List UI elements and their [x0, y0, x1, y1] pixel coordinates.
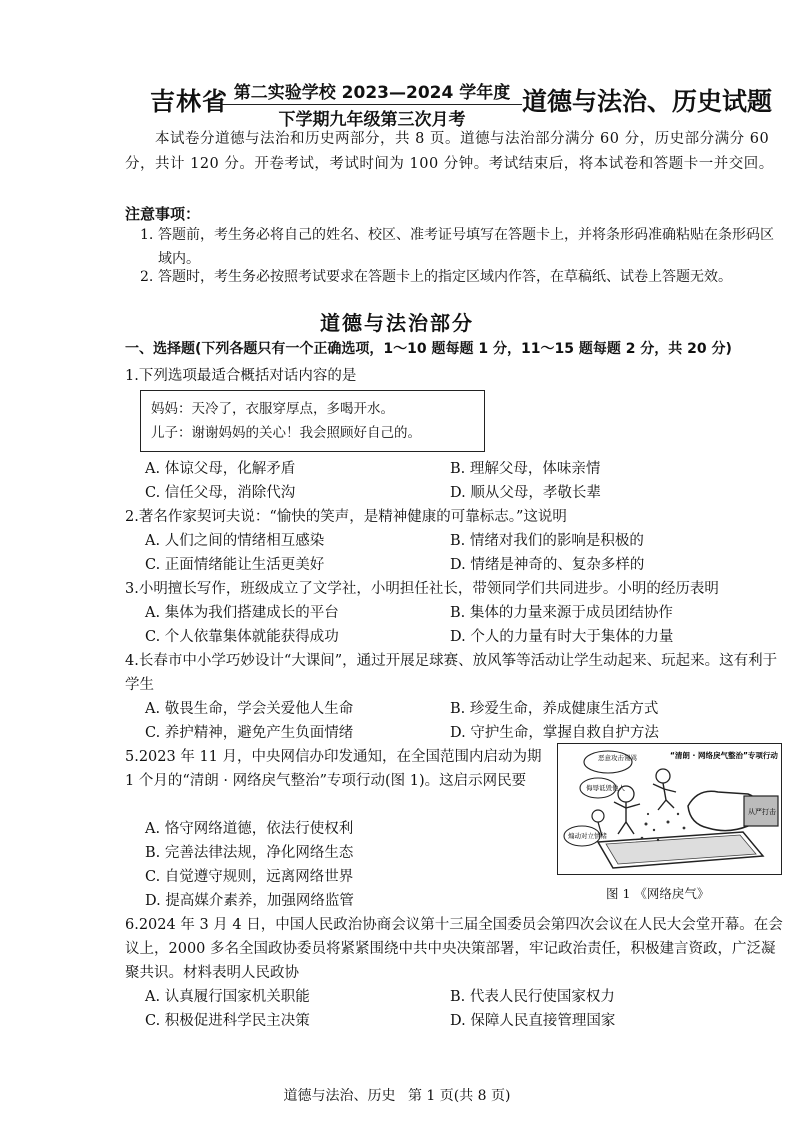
option-b[interactable]: B. 代表人民行使国家权力: [450, 989, 615, 1005]
part-heading: 一、选择题(下列各题只有一个正确选项，1～10 题每题 1 分，11～15 题每题 2 分，共 20 分): [125, 341, 732, 357]
footer-page-number: 第 1 页(共 8 页): [407, 1088, 511, 1104]
bubble-label: 侮辱诋毁他人: [586, 784, 625, 792]
dialog-line: 儿子：谢谢妈妈的关心！我会照顾好自己的。: [151, 425, 421, 441]
campaign-label: “清朗 · 网络戾气整治”专项行动: [670, 751, 778, 760]
province-label: 吉林省: [150, 87, 229, 116]
option-b[interactable]: B. 情绪对我们的影响是积极的: [450, 533, 644, 549]
figure-head: [592, 810, 604, 822]
option-a[interactable]: A. 恪守网络道德，依法行使权利: [145, 821, 354, 837]
cartoon-figure: [557, 743, 782, 875]
dialog-box: [140, 390, 485, 452]
option-a[interactable]: A. 敬畏生命，学会关爱他人生命: [145, 701, 354, 717]
term-line: 下学期九年级第三次月考: [278, 110, 466, 130]
option-c[interactable]: C. 自觉遵守规则，远离网络世界: [145, 869, 354, 885]
notice-title: 注意事项：: [125, 205, 201, 223]
dialog-line: 妈妈：天冷了，衣服穿厚点，多喝开水。: [151, 401, 394, 417]
option-d[interactable]: D. 提高媒介素养，加强网络监管: [145, 893, 354, 909]
option-c[interactable]: C. 信任父母，消除代沟: [145, 485, 296, 501]
bubble-label: 恶意攻击谩骂: [598, 754, 637, 762]
notice-text: 答题时，考生务必按照考试要求在答题卡上的指定区域内作答，在草稿纸、试卷上答题无效。: [158, 269, 732, 285]
figure-head: [656, 769, 670, 783]
question-stem: 6.2024 年 3 月 4 日，中国人民政治协商会议第十三届全国委员会第四次会议在人民大会堂开幕。在会议上，2000 多名全国政协委员将紧紧围绕中共中央决策部署，牢记政治责任，积极建言资政，广泛凝聚共识。材料表明人民政协: [125, 917, 783, 981]
footer-subject: 道德与法治、历史: [283, 1088, 396, 1104]
option-c[interactable]: C. 个人依靠集体就能获得成功: [145, 629, 339, 645]
option-d[interactable]: D. 顺从父母，孝敬长辈: [450, 485, 601, 501]
notice-number: 1.: [140, 227, 154, 243]
notice-item: [140, 223, 780, 271]
question-stem: 2.著名作家契诃夫说：“愉快的笑声，是精神健康的可靠标志。”这说明: [125, 509, 567, 525]
notice-number: 2.: [140, 269, 154, 285]
subject-title: 道德与法治、历史试题: [522, 87, 773, 116]
option-b[interactable]: B. 珍爱生命，养成健康生活方式: [450, 701, 659, 717]
school-term-block: [222, 78, 522, 130]
exam-title: [150, 78, 773, 130]
option-a[interactable]: A. 体谅父母，化解矛盾: [145, 461, 296, 477]
option-b[interactable]: B. 集体的力量来源于成员团结协作: [450, 605, 673, 621]
cartoon-illustration: [558, 744, 780, 873]
option-d[interactable]: D. 守护生命，掌握自救自护方法: [450, 725, 659, 741]
school-line: 第二实验学校 2023—2024 学年度: [222, 78, 522, 105]
option-b[interactable]: B. 完善法律法规，净化网络生态: [145, 845, 354, 861]
section-title: 道德与法治部分: [320, 311, 474, 335]
option-d[interactable]: D. 情绪是神奇的、复杂多样的: [450, 557, 645, 573]
option-c[interactable]: C. 正面情绪能让生活更美好: [145, 557, 325, 573]
exam-instructions: 本试卷分道德与法治和历史两部分，共 8 页。道德与法治部分满分 60 分，历史部分满分 60 分，共计 120 分。开卷考试，考试时间为 100 分钟。考试结束后，将本试卷和答题卡一并交回。: [125, 131, 774, 172]
figure-caption: 图 1 《网络戾气》: [606, 886, 710, 901]
option-c[interactable]: C. 养护精神，避免产生负面情绪: [145, 725, 354, 741]
notice-text: 答题前，考生务必将自己的姓名、校区、准考证号填写在答题卡上，并将条形码准确粘贴在条形码区域内。: [158, 227, 774, 267]
bubble-label: 煽动对立情绪: [568, 832, 607, 840]
option-a[interactable]: A. 集体为我们搭建成长的平台: [145, 605, 339, 621]
option-d[interactable]: D. 保障人民直接管理国家: [450, 1013, 616, 1029]
option-c[interactable]: C. 积极促进科学民主决策: [145, 1013, 310, 1029]
page-footer: [0, 1085, 794, 1105]
question-stem: 5.2023 年 11 月，中央网信办印发通知，在全国范围内启动为期 1 个月的“清朗 · 网络戾气整治”专项行动(图 1)。这启示网民要: [125, 749, 542, 789]
option-b[interactable]: B. 理解父母，体味亲情: [450, 461, 601, 477]
notice-item: [140, 265, 780, 289]
question-stem: 1.下列选项最适合概括对话内容的是: [125, 368, 357, 384]
option-d[interactable]: D. 个人的力量有时大于集体的力量: [450, 629, 674, 645]
option-a[interactable]: A. 人们之间的情绪相互感染: [145, 533, 325, 549]
sleeve-label: 从严打击: [748, 808, 776, 816]
question-stem: 4.长春市中小学巧妙设计“大课间”，通过开展足球赛、放风筝等活动让学生动起来、玩起来。这有利于学生: [125, 653, 778, 693]
question-stem: 3.小明擅长写作，班级成立了文学社，小明担任社长，带领同学们共同进步。小明的经历表明: [125, 581, 719, 597]
option-a[interactable]: A. 认真履行国家机关职能: [145, 989, 310, 1005]
